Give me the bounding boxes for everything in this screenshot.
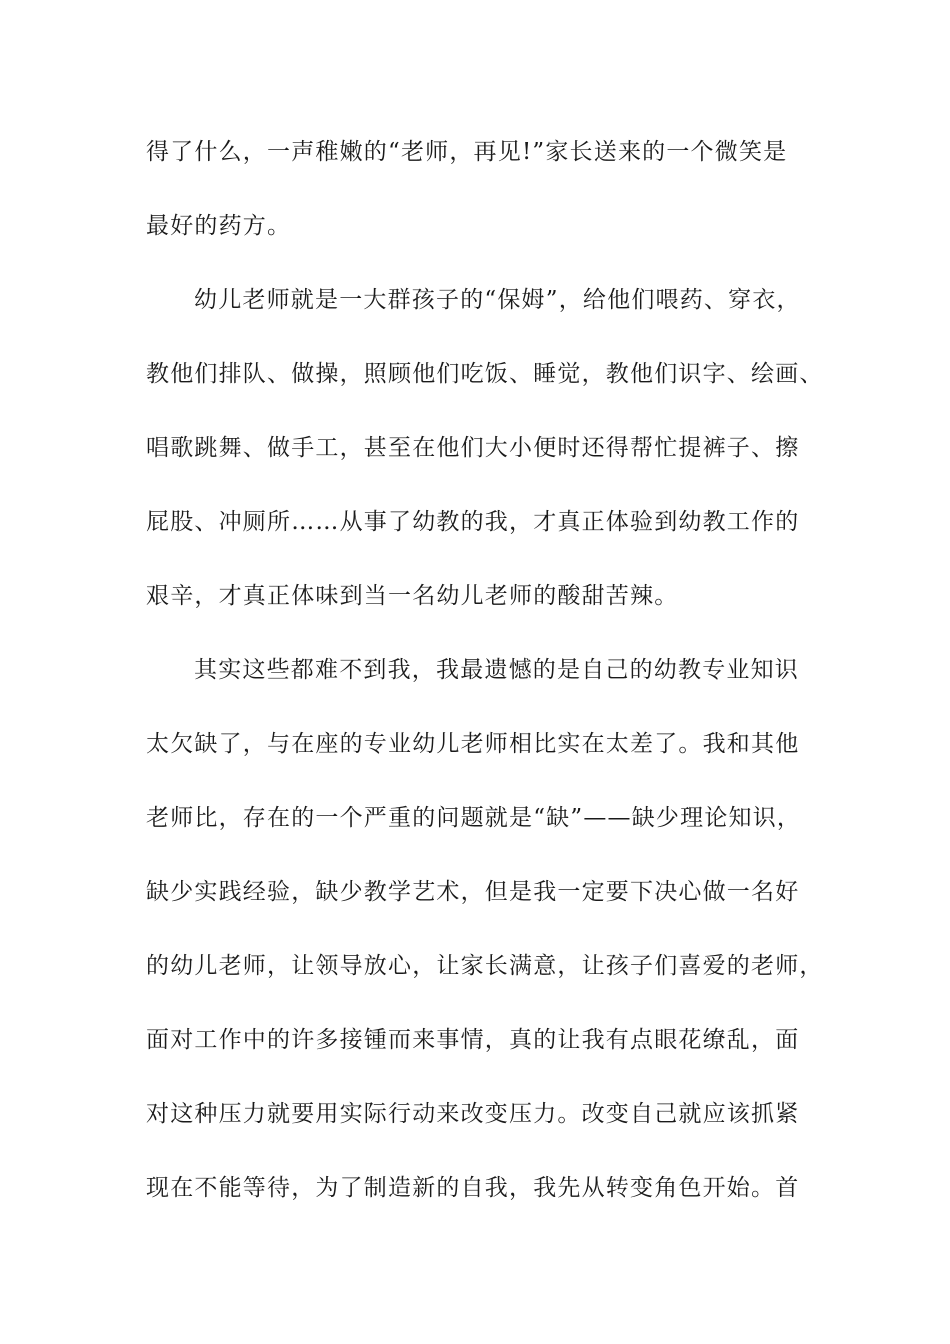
text-line: 得了什么，一声稚嫩的“老师，再见!”家长送来的一个微笑是	[146, 139, 788, 165]
text-line: 最好的药方。	[146, 213, 292, 239]
text-line: 现在不能等待，为了制造新的自我，我先从转变角色开始。首	[146, 1175, 800, 1201]
paragraph-start-line: 幼儿老师就是一大群孩子的“保姆”，给他们喂药、穿衣，	[194, 287, 801, 313]
text-line: 教他们排队、做操，照顾他们吃饭、睡觉，教他们识字、绘画、	[146, 361, 824, 387]
text-line: 屁股、冲厕所……从事了幼教的我，才真正体验到幼教工作的	[146, 509, 800, 535]
text-line: 艰辛，才真正体味到当一名幼儿老师的酸甜苦辣。	[146, 583, 679, 609]
text-line: 缺少实践经验，缺少教学艺术，但是我一定要下决心做一名好	[146, 879, 800, 905]
text-line: 面对工作中的许多接锺而来事情，真的让我有点眼花缭乱，面	[146, 1027, 800, 1053]
text-line: 太欠缺了，与在座的专业幼儿老师相比实在太差了。我和其他	[146, 731, 800, 757]
paragraph-start-line: 其实这些都难不到我，我最遗憾的是自己的幼教专业知识	[194, 657, 799, 683]
text-line: 唱歌跳舞、做手工，甚至在他们大小便时还得帮忙提裤子、擦	[146, 435, 800, 461]
text-line: 老师比，存在的一个严重的问题就是“缺”——缺少理论知识，	[146, 805, 802, 831]
text-line: 的幼儿老师，让领导放心，让家长满意，让孩子们喜爱的老师，	[146, 953, 824, 979]
text-line: 对这种压力就要用实际行动来改变压力。改变自己就应该抓紧	[146, 1101, 800, 1127]
